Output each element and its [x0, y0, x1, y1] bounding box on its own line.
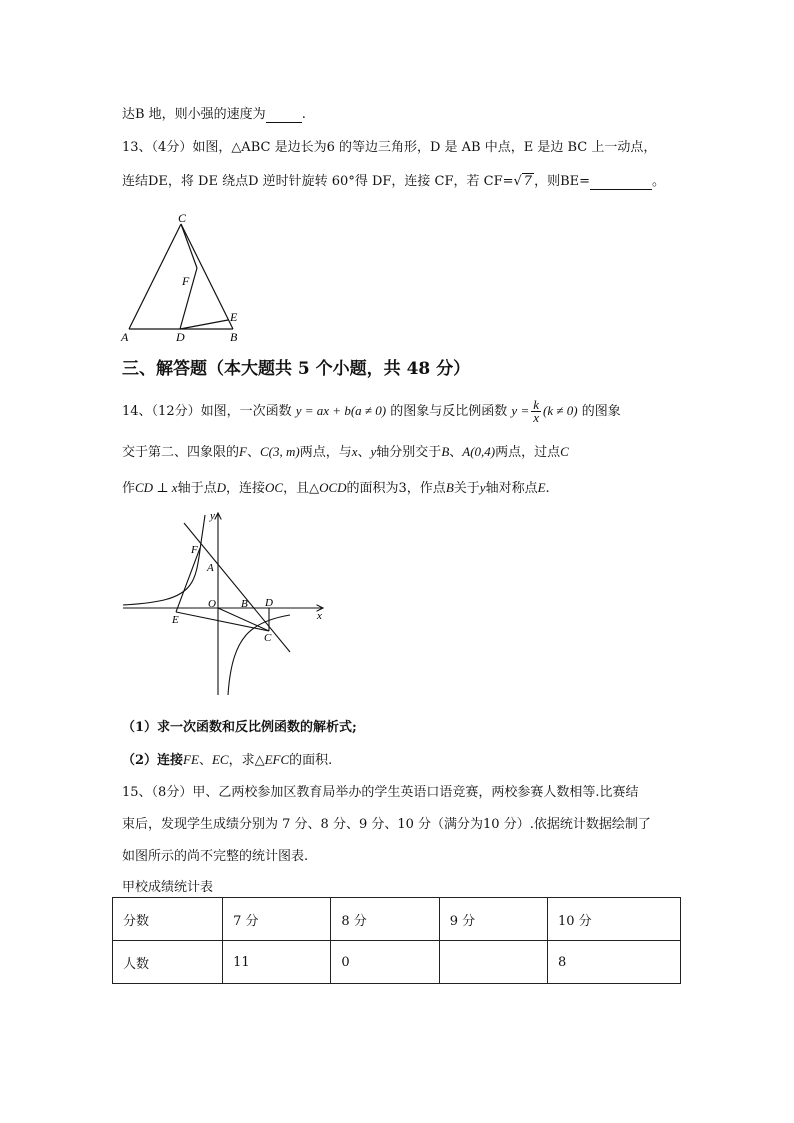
coordinate-figure: [118, 505, 333, 700]
q15-line2: 束后，发现学生成绩分别为 7 分、8 分、9 分、10 分（满分为10 分）.依据统计数据绘制了: [122, 817, 651, 832]
q15-line3: 如图所示的尚不完整的统计图表.: [122, 849, 309, 864]
q12-tail: 达B 地，则小强的速度为 .: [122, 107, 306, 122]
label-d: D: [265, 597, 273, 609]
segment-ef: [176, 548, 200, 612]
axis-label-x: x: [317, 610, 322, 622]
segment-oc: [218, 608, 269, 631]
table-cell: 7 分: [223, 898, 331, 941]
label-a: A: [207, 562, 214, 574]
table-title: 甲校成绩统计表: [122, 880, 214, 895]
segment-de: [180, 320, 228, 329]
q13-line1: 13、（4分）如图，△ABC 是边长为6 的等边三角形，D 是 AB 中点，E 是边 BC 上一动点，: [122, 140, 657, 155]
table-cell: [439, 941, 547, 984]
q15-line1: 15、（8分）甲、乙两校参加区教育局举办的学生英语口语竞赛，两校参赛人数相等.比赛结: [122, 785, 639, 800]
table-cell: 10 分: [548, 898, 681, 941]
label-c: C: [178, 211, 187, 225]
hyperbola-second-quadrant: [123, 515, 205, 605]
table-cell: 8 分: [331, 898, 439, 941]
table-cell: 11: [223, 941, 331, 984]
segment-ec: [176, 612, 269, 631]
side-ac: [129, 224, 181, 329]
fraction-k-over-x: $\frac{k}{x}$: [533, 397, 539, 425]
table-cell: 8: [548, 941, 681, 984]
label-b: B: [230, 330, 238, 343]
q14-line1: 14、（12分）如图，一次函数 y = ax + b(a ≠ 0) 的图象与反比例函数 y = $\frac{k}{x}$ (k ≠ 0) 的图象: [122, 397, 621, 425]
answer-blank-13: [590, 174, 652, 190]
label-e: E: [230, 310, 238, 324]
label-b: B: [241, 598, 248, 610]
label-e: E: [172, 614, 179, 626]
table-cell: 分数: [113, 898, 223, 941]
answer-blank-12: [266, 107, 302, 123]
triangle-figure: [115, 208, 255, 343]
q14-line2: 交于第二、四象限的F、C(3, m)两点，与x、y轴分别交于B、A(0,4)两点，过点C: [122, 444, 569, 460]
section-heading: 三、解答题（本大题共 5 个小题，共 48 分）: [122, 359, 471, 379]
q13-line2: 连结DE，将 DE 绕点D 逆时针旋转 60°得 DF，连接 CF，若 CF=√ 7 ，则BE= 。: [122, 174, 666, 189]
label-f: F: [191, 544, 198, 556]
label-o: O: [208, 598, 216, 610]
axis-label-y: y: [210, 510, 215, 522]
table-cell: 9 分: [439, 898, 547, 941]
table-cell: 人数: [113, 941, 223, 984]
line-ab: [184, 523, 290, 652]
label-a: A: [121, 330, 129, 343]
label-d: D: [176, 330, 185, 343]
score-table: [112, 897, 681, 984]
segment-cf: [181, 224, 197, 268]
q14-sub1: （1）求一次函数和反比例函数的解析式;: [122, 720, 357, 735]
q14-sub2: （2）连接FE、EC，求△EFC的面积.: [122, 752, 333, 768]
label-c: C: [264, 632, 272, 644]
table-row: [113, 941, 681, 984]
sqrt-seven: √ 7: [513, 174, 533, 189]
table-header-row: [113, 898, 681, 941]
table-cell: 0: [331, 941, 439, 984]
label-f: F: [182, 274, 190, 288]
q14-line3: 作CD ⊥ x轴于点D，连接OC，且△OCD的面积为3，作点B关于y轴对称点E.: [122, 480, 550, 496]
